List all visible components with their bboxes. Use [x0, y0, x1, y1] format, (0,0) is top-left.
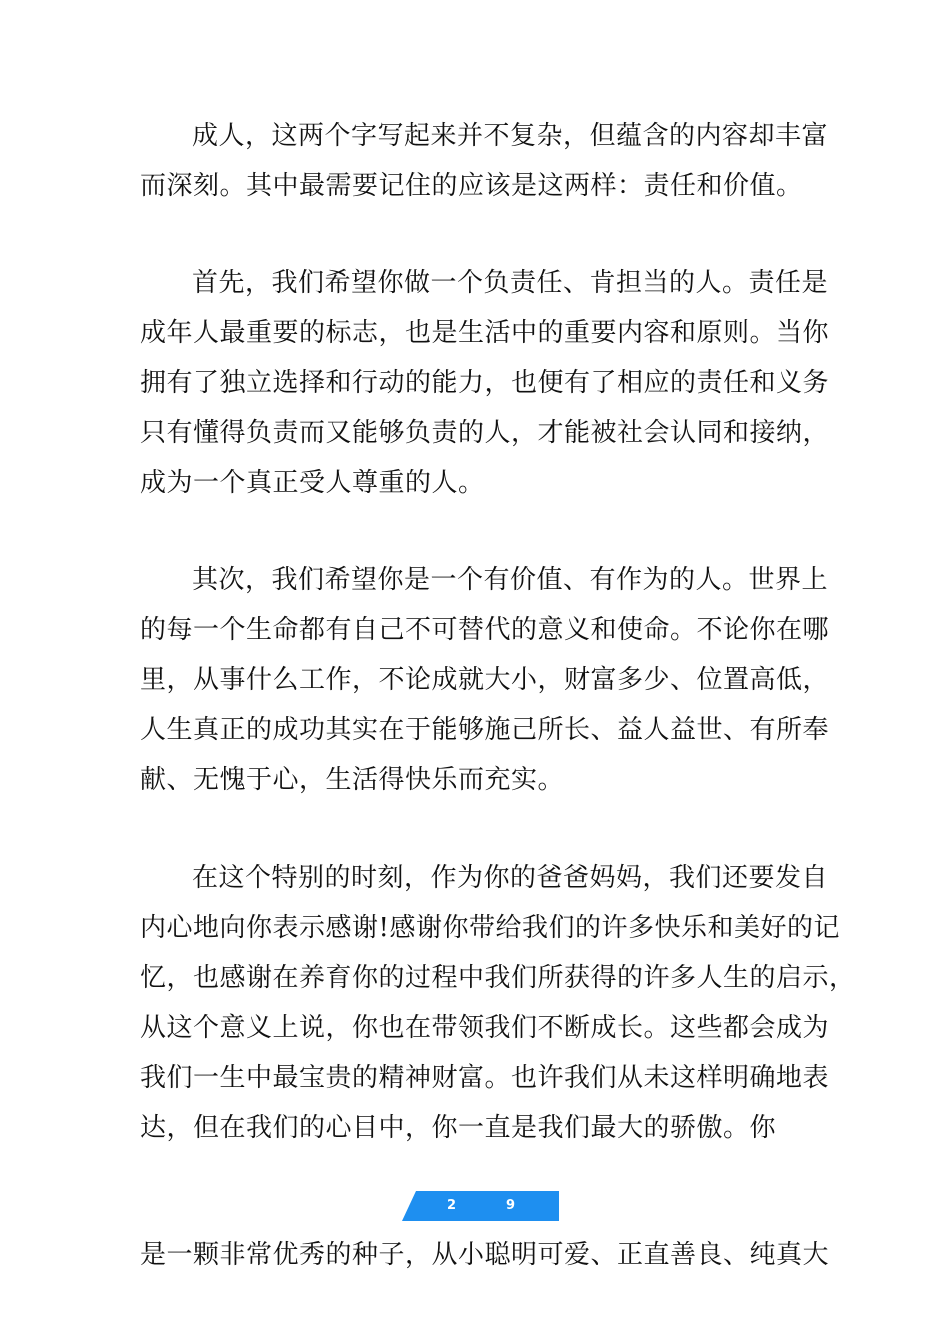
paragraph-3-line-5: 献、无愧于心，生活得快乐而充实。 [140, 765, 565, 795]
page-number-badge [402, 1191, 559, 1221]
paragraph-2-line-4: 只有懂得负责而又能够负责的人，才能被社会认同和接纳， [140, 418, 830, 448]
paragraph-4-line-1: 在这个特别的时刻，作为你的爸爸妈妈，我们还要发自 [192, 863, 829, 893]
paragraph-2-line-2: 成年人最重要的标志，也是生活中的重要内容和原则。当你 [140, 318, 830, 348]
paragraph-3-line-2: 的每一个生命都有自己不可替代的意义和使命。不论你在哪 [140, 615, 830, 645]
paragraph-4-line-5: 我们一生中最宝贵的精神财富。也许我们从未这样明确地表 [140, 1063, 830, 1093]
paragraph-2-line-5: 成为一个真正受人尊重的人。 [140, 468, 485, 498]
paragraph-2-line-3: 拥有了独立选择和行动的能力，也便有了相应的责任和义务 [140, 368, 830, 398]
page-number-digit-2: 9 [506, 1198, 516, 1213]
paragraph-4-line-3: 忆，也感谢在养育你的过程中我们所获得的许多人生的启示， [140, 963, 856, 993]
paragraph-3-line-1: 其次，我们希望你是一个有价值、有作为的人。世界上 [192, 565, 829, 595]
paragraph-4-line-6: 达，但在我们的心目中，你一直是我们最大的骄傲。你 [140, 1113, 777, 1143]
continuation-line: 是一颗非常优秀的种子，从小聪明可爱、正直善良、纯真大 [140, 1240, 830, 1270]
paragraph-1-line-2: 而深刻。其中最需要记住的应该是这两样：责任和价值。 [140, 171, 803, 201]
page-badge-shape [402, 1191, 559, 1221]
paragraph-2-line-1: 首先，我们希望你做一个负责任、肯担当的人。责任是 [192, 268, 829, 298]
paragraph-3-line-3: 里，从事什么工作，不论成就大小，财富多少、位置高低， [140, 665, 830, 695]
page-number-digit-1: 2 [447, 1198, 457, 1213]
paragraph-3-line-4: 人生真正的成功其实在于能够施己所长、益人益世、有所奉 [140, 715, 830, 745]
paragraph-4-line-2: 内心地向你表示感谢!感谢你带给我们的许多快乐和美好的记 [140, 913, 840, 943]
paragraph-1-line-1: 成人，这两个字写起来并不复杂，但蕴含的内容却丰富 [192, 121, 829, 151]
paragraph-4-line-4: 从这个意义上说，你也在带领我们不断成长。这些都会成为 [140, 1013, 830, 1043]
